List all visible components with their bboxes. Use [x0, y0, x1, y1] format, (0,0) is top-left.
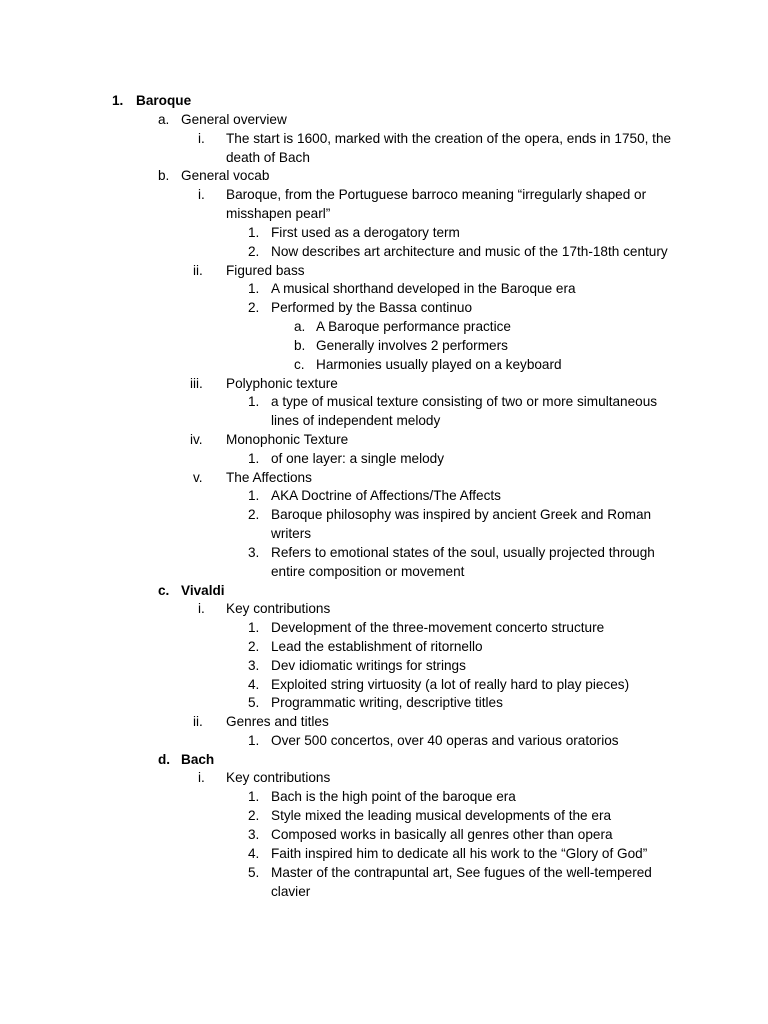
- item-text: death of Bach: [226, 150, 310, 165]
- item-text: First used as a derogatory term: [271, 225, 460, 240]
- list-marker: 2.: [248, 244, 260, 259]
- list-marker: a.: [294, 319, 306, 334]
- item-text: A musical shorthand developed in the Baroque era: [271, 281, 576, 296]
- item-text: of one layer: a single melody: [271, 451, 445, 466]
- list-marker: 3.: [248, 545, 260, 560]
- item-text: Bach: [181, 752, 215, 767]
- item-text: Genres and titles: [226, 714, 329, 729]
- item-text: Over 500 concertos, over 40 operas and various oratorios: [271, 733, 619, 748]
- list-marker: b.: [294, 338, 306, 353]
- item-text: Programmatic writing, descriptive titles: [271, 695, 503, 710]
- list-marker: 1.: [248, 620, 260, 635]
- item-text: Performed by the Bassa continuo: [271, 300, 472, 315]
- item-text: A Baroque performance practice: [316, 319, 511, 334]
- item-text: clavier: [271, 884, 311, 899]
- list-marker: 3.: [248, 658, 260, 673]
- item-text: Key contributions: [226, 601, 331, 616]
- item-text: AKA Doctrine of Affections/The Affects: [271, 488, 501, 503]
- list-marker: c.: [158, 583, 170, 598]
- list-marker: 5.: [248, 695, 260, 710]
- list-marker: i.: [198, 601, 205, 616]
- item-text: Baroque philosophy was inspired by ancient Greek and Roman: [271, 507, 652, 522]
- item-text: Master of the contrapuntal art, See fugues of the well-tempered: [271, 865, 652, 880]
- item-text: General overview: [181, 112, 287, 127]
- item-text: Composed works in basically all genres other than opera: [271, 827, 613, 842]
- item-text: writers: [271, 526, 312, 541]
- list-marker: 1.: [248, 733, 260, 748]
- list-marker: 2.: [248, 808, 260, 823]
- item-text: Baroque: [136, 93, 192, 108]
- list-marker: 1.: [248, 394, 260, 409]
- item-text: Exploited string virtuosity (a lot of really hard to play pieces): [271, 677, 630, 692]
- item-text: Dev idiomatic writings for strings: [271, 658, 466, 673]
- item-text: Bach is the high point of the baroque era: [271, 789, 516, 804]
- item-text: Monophonic Texture: [226, 432, 349, 447]
- list-marker: 1.: [248, 451, 260, 466]
- item-text: misshapen pearl”: [226, 206, 331, 221]
- list-marker: v.: [193, 470, 203, 485]
- item-text: Lead the establishment of ritornello: [271, 639, 483, 654]
- item-text: Now describes art architecture and music of the 17th-18th century: [271, 244, 668, 259]
- item-text: Style mixed the leading musical developments of the era: [271, 808, 612, 823]
- list-marker: ii.: [193, 714, 203, 729]
- list-marker: 1.: [248, 225, 260, 240]
- list-marker: i.: [198, 131, 205, 146]
- item-text: The Affections: [226, 470, 312, 485]
- item-text: Development of the three-movement concerto structure: [271, 620, 605, 635]
- item-text: Vivaldi: [181, 583, 225, 598]
- list-marker: c.: [294, 357, 305, 372]
- list-marker: 2.: [248, 300, 260, 315]
- item-text: Refers to emotional states of the soul, usually projected through: [271, 545, 655, 560]
- item-text: General vocab: [181, 168, 270, 183]
- list-marker: d.: [158, 752, 171, 767]
- list-marker: b.: [158, 168, 170, 183]
- item-text: Baroque, from the Portuguese barroco meaning “irregularly shaped or: [226, 187, 647, 202]
- list-marker: i.: [198, 770, 205, 785]
- item-text: Faith inspired him to dedicate all his work to the “Glory of God”: [271, 846, 648, 861]
- list-marker: 1.: [248, 488, 260, 503]
- item-text: lines of independent melody: [271, 413, 441, 428]
- item-text: a type of musical texture consisting of two or more simultaneous: [271, 394, 658, 409]
- list-marker: 4.: [248, 677, 260, 692]
- item-text: The start is 1600, marked with the creation of the opera, ends in 1750, the: [226, 131, 672, 146]
- list-marker: iv.: [190, 432, 203, 447]
- list-marker: 1.: [248, 281, 260, 296]
- item-text: Harmonies usually played on a keyboard: [316, 357, 562, 372]
- list-marker: 5.: [248, 865, 260, 880]
- list-marker: 2.: [248, 639, 260, 654]
- list-marker: 4.: [248, 846, 260, 861]
- list-marker: iii.: [190, 376, 203, 391]
- list-marker: 1.: [112, 93, 124, 108]
- item-text: Key contributions: [226, 770, 331, 785]
- item-text: entire composition or movement: [271, 564, 465, 579]
- list-marker: 3.: [248, 827, 260, 842]
- list-marker: 1.: [248, 789, 260, 804]
- list-marker: 2.: [248, 507, 260, 522]
- item-text: Polyphonic texture: [226, 376, 338, 391]
- list-marker: i.: [198, 187, 205, 202]
- item-text: Figured bass: [226, 263, 305, 278]
- item-text: Generally involves 2 performers: [316, 338, 508, 353]
- list-marker: a.: [158, 112, 170, 127]
- list-marker: ii.: [193, 263, 203, 278]
